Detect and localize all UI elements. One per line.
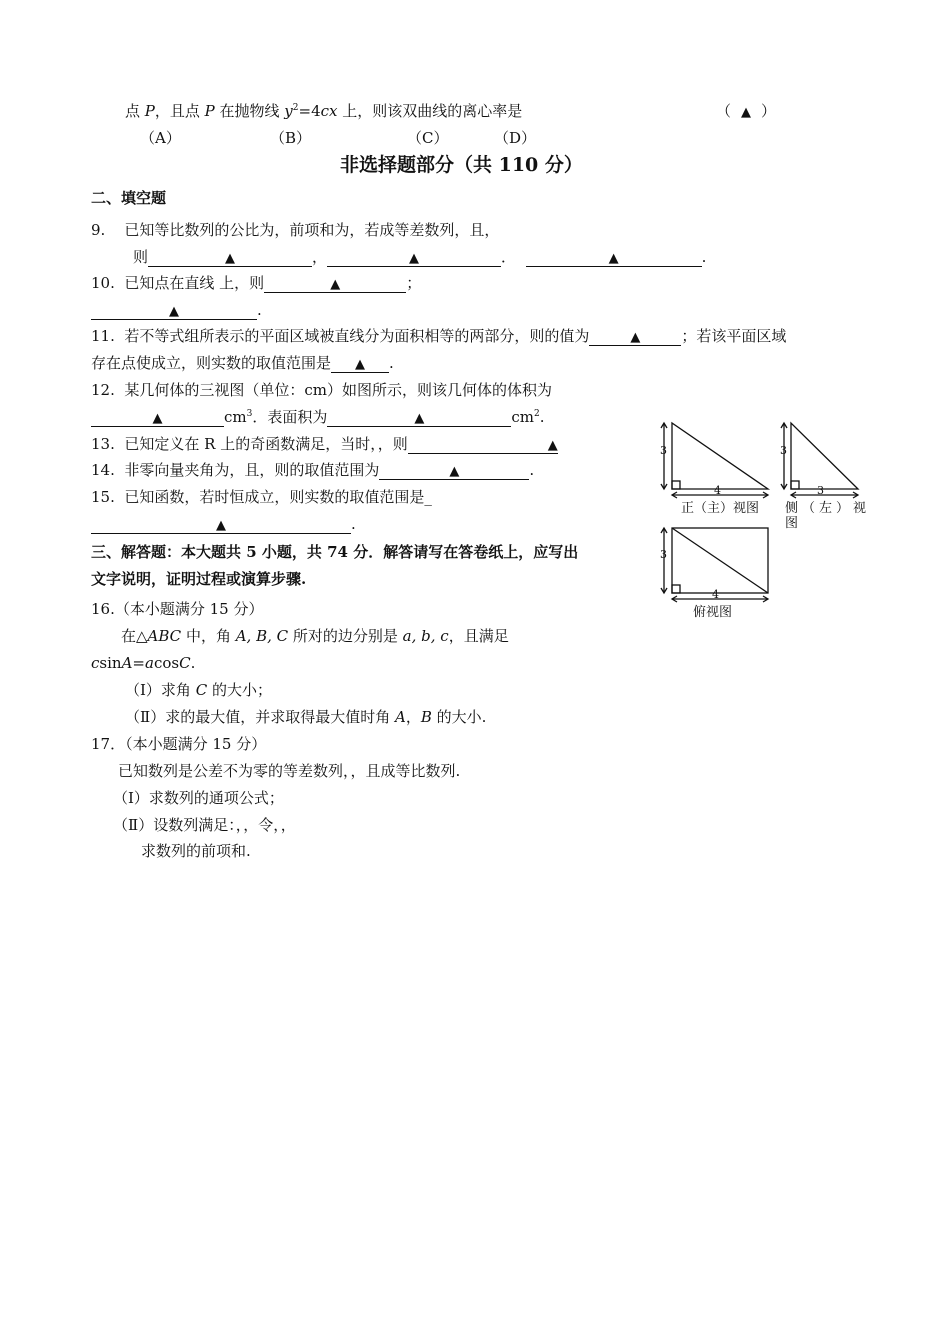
q10-line2: ▲ . (91, 300, 262, 320)
q9-blank-2: ▲ (327, 249, 501, 267)
q14-line: 14. 非零向量夹角为，且，则的取值范围为 ▲ . (91, 461, 535, 479)
q15-line1: 15. 已知函数，若时恒成立，则实数的取值范围是_ (91, 488, 432, 506)
q11-line2: 存在点使成立，则实数的取值范围是 ▲ . (91, 354, 394, 372)
side-view-right-angle (791, 481, 799, 489)
q13-blank: ▲ (408, 436, 558, 454)
side-view-triangle (791, 423, 858, 489)
q12-blank-2: ▲ (327, 409, 511, 427)
side-view-label-2: 图 (785, 516, 799, 531)
q12-line1: 12. 某几何体的三视图（单位：cm）如图所示，则该几何体的体积为 (91, 381, 553, 399)
section2-heading: 二、填空题 (91, 189, 167, 207)
q16-line2: csinA=acosC. (91, 654, 196, 672)
q8-option-b: （B） (270, 129, 312, 147)
three-view-figure (650, 415, 890, 630)
q9-blank-3: ▲ (526, 249, 702, 267)
front-view-right-angle (672, 481, 680, 489)
front-dim-4: 4 (714, 484, 721, 497)
q8-tail-text: 点 P，且点 P 在抛物线 $y^2=4cx$ 上，则该双曲线的离心率是 (125, 102, 523, 120)
q10-blank-1: ▲ (264, 275, 406, 293)
q8-option-c: （C） (407, 129, 449, 147)
q17-last-line: 求数列的前项和. (141, 842, 251, 860)
q11-blank-1: ▲ (589, 328, 681, 346)
top-dim-3: 3 (660, 548, 667, 561)
side-view-label-1: 侧（左）视 (785, 501, 871, 516)
q15-line2: ▲ . (91, 514, 356, 534)
top-view-right-angle (672, 585, 680, 593)
side-dim-3: 3 (780, 444, 787, 457)
q10-line1: 10. 已知点在直线 上，则 ▲ ； (91, 274, 422, 292)
q10-blank-2: ▲ (91, 302, 257, 320)
q13-line: 13. 已知定义在 R 上的奇函数满足，当时，，则 ▲ (91, 435, 558, 453)
q16-header: 16.（本小题满分 15 分） (91, 600, 264, 618)
top-view-diagonal (672, 528, 768, 593)
q8-answer-paren: （ ▲ ） (716, 101, 776, 123)
q17-line1: 已知数列是公差不为零的等差数列，，且成等比数列. (118, 762, 461, 780)
q15-blank: ▲ (91, 516, 351, 534)
section3-heading-1: 三、解答题：本大题共 5 小题，共 74 分．解答请写在答卷纸上，应写出 (91, 543, 579, 561)
top-view-label: 俯视图 (693, 605, 733, 620)
q12-line2: ▲ $cm^3$．表面积为 ▲ $cm^2$. (91, 407, 545, 427)
part2-title: 非选择题部分（共 110 分） (340, 154, 583, 176)
front-view-label: 正（主）视图 (681, 501, 760, 516)
q8-option-d: （D） (494, 129, 537, 147)
q16-line1: 在△ABC 中，角 A, B, C 所对的边分别是 a, b, c，且满足 (121, 627, 509, 645)
front-view-triangle (672, 423, 768, 489)
q9-line2: 则 ▲ ， ▲ ． ▲ . (133, 248, 707, 266)
section3-heading-2: 文字说明，证明过程或演算步骤. (91, 570, 307, 588)
top-dim-4: 4 (712, 588, 719, 601)
q14-blank: ▲ (379, 462, 529, 480)
q16-part1: （Ⅰ）求角 C 的大小； (125, 681, 272, 699)
answer-triangle: ▲ (741, 105, 752, 120)
q9-line1: 9. 已知等比数列的公比为，前项和为，若成等差数列，且， (91, 221, 500, 239)
q9-blank-1: ▲ (148, 249, 312, 267)
q11-line1: 11. 若不等式组所表示的平面区域被直线分为面积相等的两部分，则的值为 ▲ ；若该平面区域 (91, 327, 787, 345)
q16-part2: （Ⅱ）求的最大值，并求取得最大值时角 A，B 的大小. (125, 708, 487, 726)
side-dim-3-bottom: 3 (817, 484, 824, 497)
q8-option-a: （A） (140, 129, 181, 147)
front-dim-3: 3 (660, 444, 667, 457)
q17-part1: （Ⅰ）求数列的通项公式； (113, 789, 284, 807)
q17-part2: （Ⅱ）设数列满足：，，令，， (113, 816, 296, 834)
q17-header: 17．（本小题满分 15 分） (91, 735, 267, 753)
q12-blank-1: ▲ (91, 409, 224, 427)
q11-blank-2: ▲ (331, 355, 389, 373)
